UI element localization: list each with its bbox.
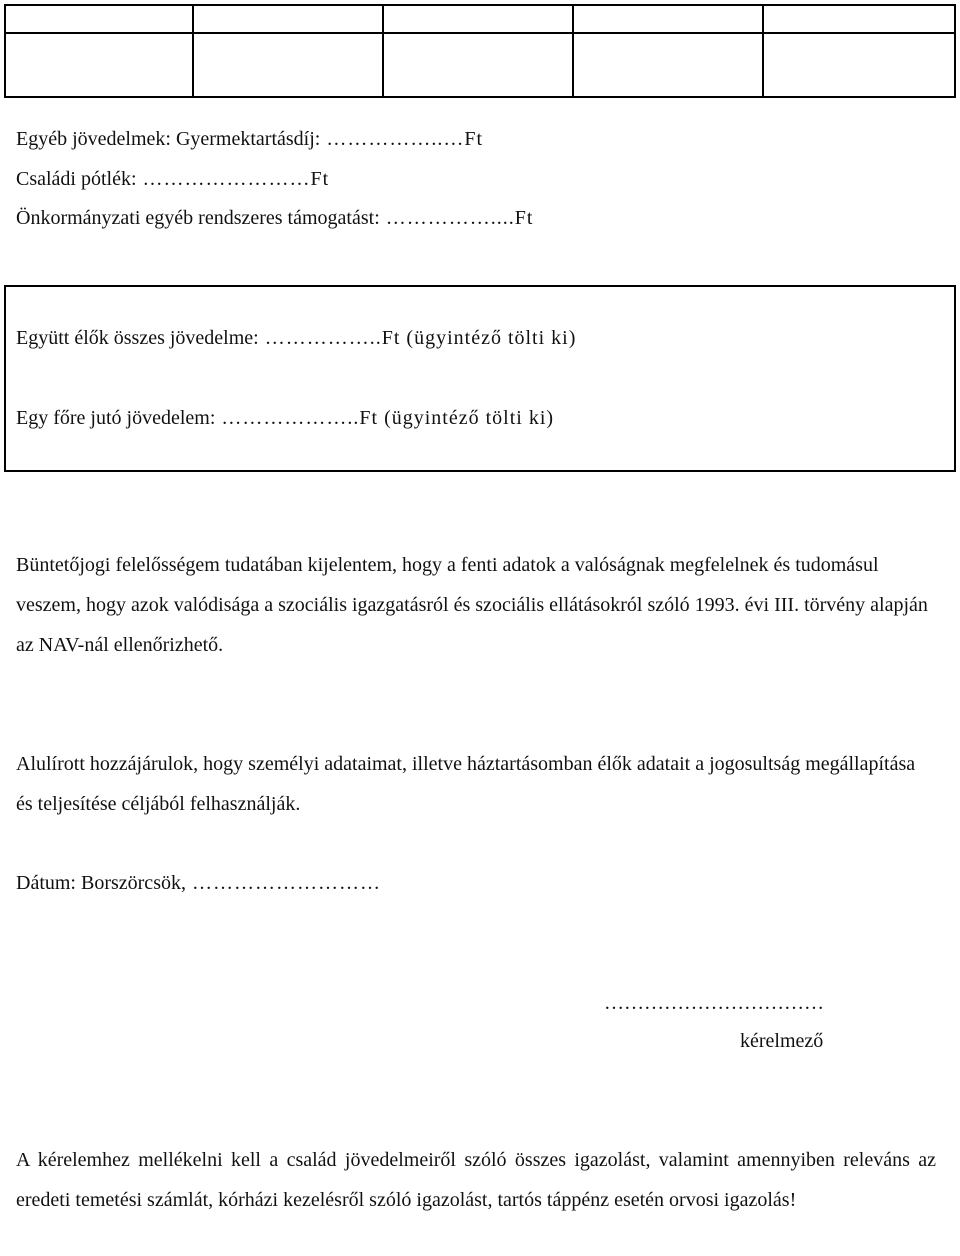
per-capita-income-label: Egy főre jutó jövedelem: [16, 407, 216, 429]
per-capita-income-line [16, 407, 554, 430]
income-table [4, 4, 956, 98]
household-income-label: Együtt élők összes jövedelme: [16, 327, 259, 349]
child-support-line [16, 128, 483, 151]
date-line [16, 872, 381, 895]
municipal-support-line [16, 207, 533, 230]
household-income-line [16, 327, 576, 350]
child-support-blank[interactable]: ……………..…Ft [320, 128, 484, 150]
attachment-note: A kérelemhez mellékelni kell a család jövedelmeiről szóló összes igazolást, valamint amennyiben releváns az eredeti temetési számlát, kórházi kezelésről szóló igazolást, tartós táppénz esetén orvosi igazolás! [16, 1149, 936, 1211]
criminal-liability-statement: Büntetőjogi felelősségem tudatában kijelentem, hogy a fenti adatok a valóságnak megfelelnek és tudomásul veszem, hogy azok valódisága a szociális igazgatásról és szociális ellátásokról szóló 1993. évi III. törvény alapján az NAV-nál ellenőrizhető. [16, 554, 928, 656]
signature-line[interactable]: …………………………… [604, 992, 824, 1014]
table-column-divider [572, 6, 574, 96]
municipal-support-blank[interactable]: ……………....Ft [379, 207, 534, 229]
table-row-divider [6, 32, 954, 34]
date-label: Dátum: Borszörcsök, [16, 872, 186, 894]
table-column-divider [762, 6, 764, 96]
family-allowance-blank[interactable]: ……………………Ft [136, 168, 330, 190]
table-column-divider [192, 6, 194, 96]
date-blank[interactable]: ……………………… [185, 872, 381, 894]
household-income-blank: ……………..Ft (ügyintéző tölti ki) [258, 327, 577, 349]
signature-caption: kérelmező [740, 1030, 824, 1052]
child-support-label: Egyéb jövedelmek: Gyermektartásdíj: [16, 128, 321, 150]
family-allowance-label: Családi pótlék: [16, 168, 137, 190]
municipal-support-label: Önkormányzati egyéb rendszeres támogatást: [16, 207, 380, 229]
per-capita-income-blank: ………………..Ft (ügyintéző tölti ki) [215, 407, 555, 429]
data-consent-statement: Alulírott hozzájárulok, hogy személyi adataimat, illetve háztartásomban élők adatait a jogosultság megállapítása és teljesítése céljából felhasználják. [16, 753, 916, 815]
income-summary-box [4, 285, 956, 472]
family-allowance-line [16, 168, 329, 191]
table-column-divider [382, 6, 384, 96]
